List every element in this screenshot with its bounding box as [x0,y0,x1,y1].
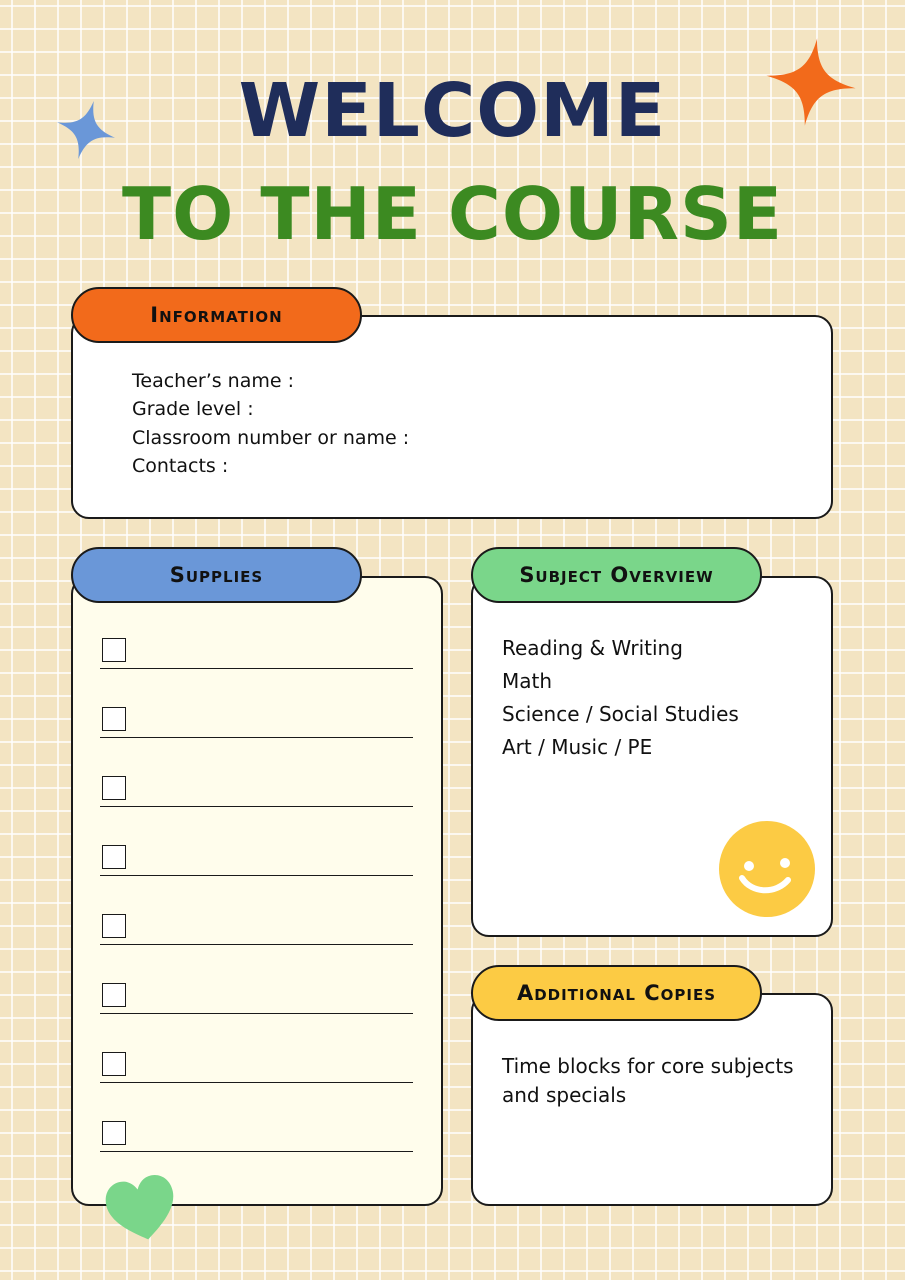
supplies-tab: Supplies [71,547,362,603]
supply-checkbox[interactable] [102,638,126,662]
info-contacts: Contacts : [132,455,229,477]
supply-line[interactable] [100,944,413,945]
title-welcome: WELCOME [238,68,667,154]
subject-item: Science / Social Studies [502,702,739,726]
copies-text-line: Time blocks for core subjects [502,1054,794,1078]
supply-checkbox[interactable] [102,707,126,731]
supply-line[interactable] [100,737,413,738]
supply-checkbox[interactable] [102,845,126,869]
supply-checkbox[interactable] [102,776,126,800]
info-grade-level: Grade level : [132,398,254,420]
supply-checkbox[interactable] [102,914,126,938]
information-tab: Information [71,287,362,343]
title-course: TO THE COURSE [122,172,783,256]
info-classroom: Classroom number or name : [132,427,410,449]
supply-line[interactable] [100,1151,413,1152]
subject-item: Math [502,669,553,693]
heart-icon [104,1174,180,1246]
supply-line[interactable] [100,806,413,807]
subject-item: Art / Music / PE [502,735,653,759]
supply-checkbox[interactable] [102,1121,126,1145]
smiley-icon [718,820,816,918]
supply-line[interactable] [100,668,413,669]
info-teacher-name: Teacher’s name : [132,370,295,392]
copies-text-line: and specials [502,1083,627,1107]
supply-checkbox[interactable] [102,983,126,1007]
supply-line[interactable] [100,1013,413,1014]
subject-item: Reading & Writing [502,636,683,660]
subject-overview-tab: Subject Overview [471,547,762,603]
additional-copies-tab: Additional Copies [471,965,762,1021]
supply-line[interactable] [100,875,413,876]
supplies-card [71,576,443,1206]
supply-line[interactable] [100,1082,413,1083]
supply-checkbox[interactable] [102,1052,126,1076]
